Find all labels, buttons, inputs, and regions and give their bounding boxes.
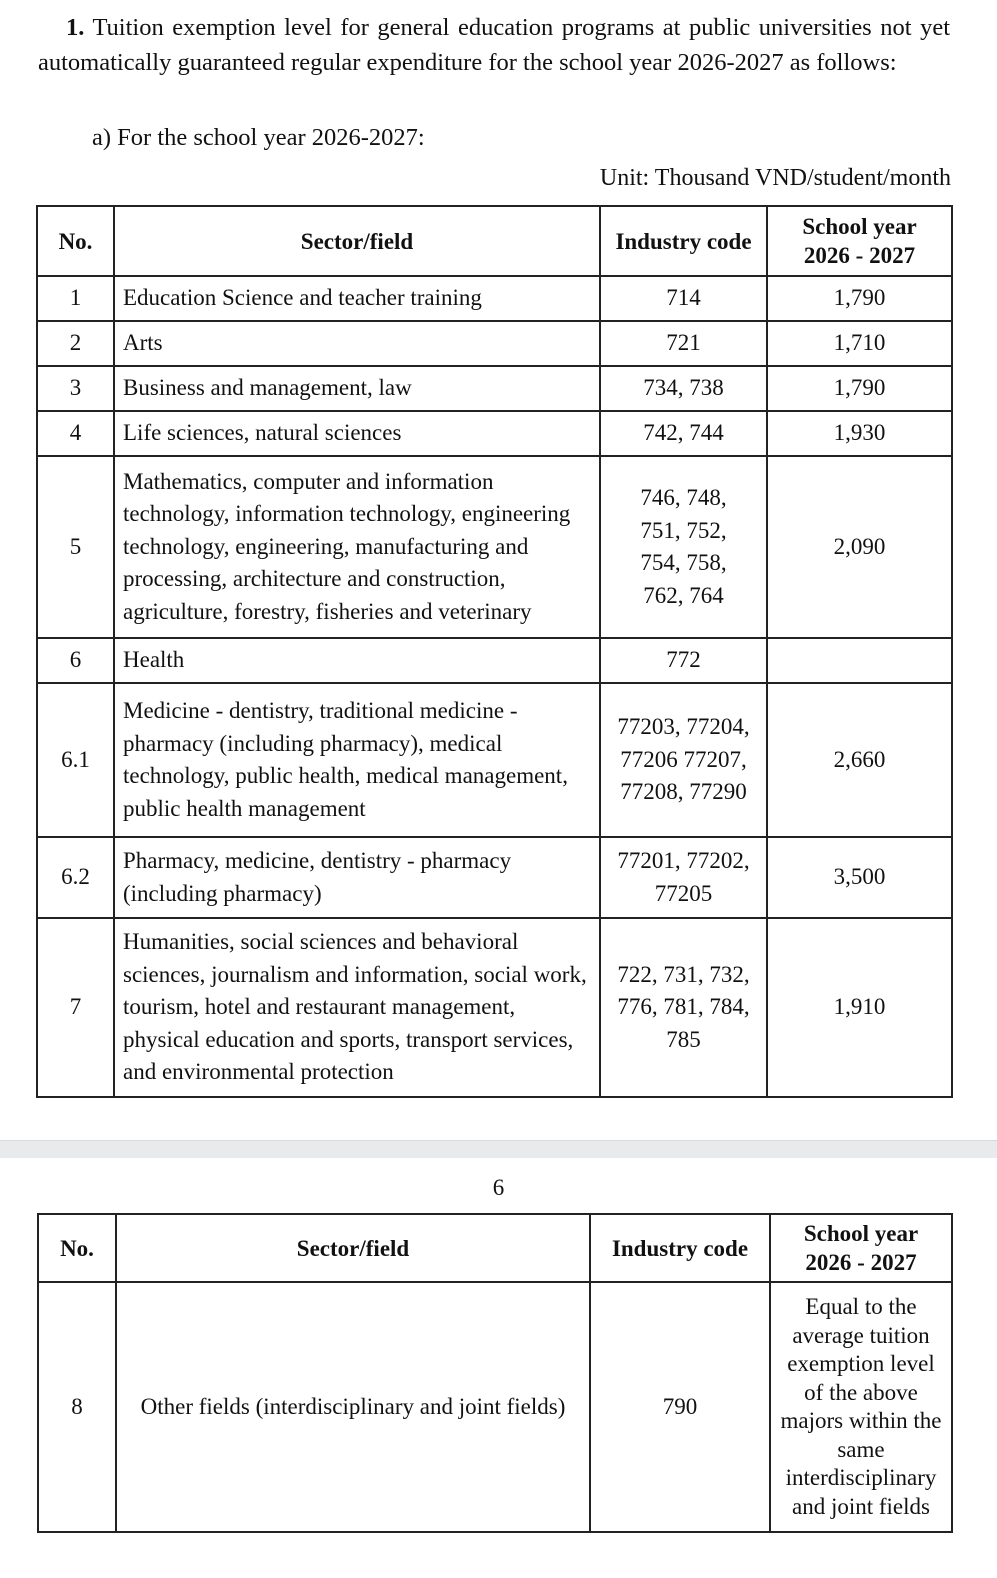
header-code: Industry code	[590, 1214, 770, 1282]
table-row	[37, 638, 952, 683]
cell-sector: Mathematics, computer and information technology, information technology, engineering technology, engineering, manufacturing and processing, architecture and construction, agriculture, forestry, fisheries and veterinary	[114, 456, 600, 638]
cell-fee: 1,710	[767, 321, 952, 366]
intro-paragraph	[38, 10, 950, 80]
cell-code: 714	[600, 276, 767, 321]
table-header-row	[37, 206, 952, 276]
cell-sector: Arts	[114, 321, 600, 366]
cell-sector: Medicine - dentistry, traditional medicine - pharmacy (including pharmacy), medical technology, public health, medical management, public health management	[114, 683, 600, 837]
tuition-table	[36, 205, 953, 1098]
cell-sector: Life sciences, natural sciences	[114, 411, 600, 456]
table-row	[38, 1282, 952, 1532]
cell-code: 77203, 77204, 77206 77207, 77208, 77290	[600, 683, 767, 837]
page-number: 6	[492, 1175, 505, 1200]
section-number: 1.	[66, 14, 85, 41]
cell-no: 4	[37, 411, 114, 456]
table-row	[37, 321, 952, 366]
cell-sector: Pharmacy, medicine, dentistry - pharmacy (including pharmacy)	[114, 837, 600, 918]
page-separator	[0, 1140, 997, 1160]
table-row	[37, 366, 952, 411]
cell-sector: Education Science and teacher training	[114, 276, 600, 321]
cell-code: 77201, 77202, 77205	[600, 837, 767, 918]
header-sector: Sector/field	[114, 206, 600, 276]
cell-no: 6.2	[37, 837, 114, 918]
header-sector: Sector/field	[116, 1214, 590, 1282]
cell-sector: Humanities, social sciences and behavioral sciences, journalism and information, social work, tourism, hotel and restaurant management, physical education and sports, transport services, and environmental protection	[114, 918, 600, 1097]
cell-no: 3	[37, 366, 114, 411]
table-row	[37, 683, 952, 837]
unit-label: Unit: Thousand VND/student/month	[599, 165, 951, 191]
header-school-year: School year 2026 - 2027	[767, 206, 952, 276]
table-row	[37, 837, 952, 918]
cell-fee: 2,090	[767, 456, 952, 638]
cell-fee: 1,790	[767, 276, 952, 321]
cell-fee: 3,500	[767, 837, 952, 918]
cell-no: 5	[37, 456, 114, 638]
header-code: Industry code	[600, 206, 767, 276]
cell-sector: Other fields (interdisciplinary and joint fields)	[116, 1282, 590, 1532]
cell-sector: Health	[114, 638, 600, 683]
table-header-row	[38, 1214, 952, 1282]
table-row	[37, 276, 952, 321]
cell-code: 746, 748, 751, 752, 754, 758, 762, 764	[600, 456, 767, 638]
cell-code: 790	[590, 1282, 770, 1532]
cell-no: 2	[37, 321, 114, 366]
document-page-2	[0, 1158, 997, 1578]
header-no: No.	[38, 1214, 116, 1282]
table-row	[37, 918, 952, 1097]
cell-fee: Equal to the average tuition exemption level of the above majors within the same interdisciplinary and joint fields	[770, 1282, 952, 1532]
cell-no: 8	[38, 1282, 116, 1532]
cell-no: 6.1	[37, 683, 114, 837]
cell-fee: 1,930	[767, 411, 952, 456]
cell-fee	[767, 638, 952, 683]
header-school-year: School year 2026 - 2027	[770, 1214, 952, 1282]
table-row	[37, 456, 952, 638]
cell-sector: Business and management, law	[114, 366, 600, 411]
cell-no: 7	[37, 918, 114, 1097]
cell-code: 721	[600, 321, 767, 366]
intro-text: Tuition exemption level for general education programs at public universities not yet automatically guaranteed regular expenditure for the school year 2026-2027 as follows:	[38, 14, 950, 76]
cell-fee: 1,910	[767, 918, 952, 1097]
cell-code: 722, 731, 732, 776, 781, 784, 785	[600, 918, 767, 1097]
cell-no: 1	[37, 276, 114, 321]
table-row	[37, 411, 952, 456]
cell-fee: 2,660	[767, 683, 952, 837]
cell-code: 734, 738	[600, 366, 767, 411]
tuition-table-continued	[37, 1213, 953, 1533]
header-no: No.	[37, 206, 114, 276]
cell-code: 772	[600, 638, 767, 683]
cell-no: 6	[37, 638, 114, 683]
cell-fee: 1,790	[767, 366, 952, 411]
cell-code: 742, 744	[600, 411, 767, 456]
subheading: a) For the school year 2026-2027:	[92, 124, 425, 151]
